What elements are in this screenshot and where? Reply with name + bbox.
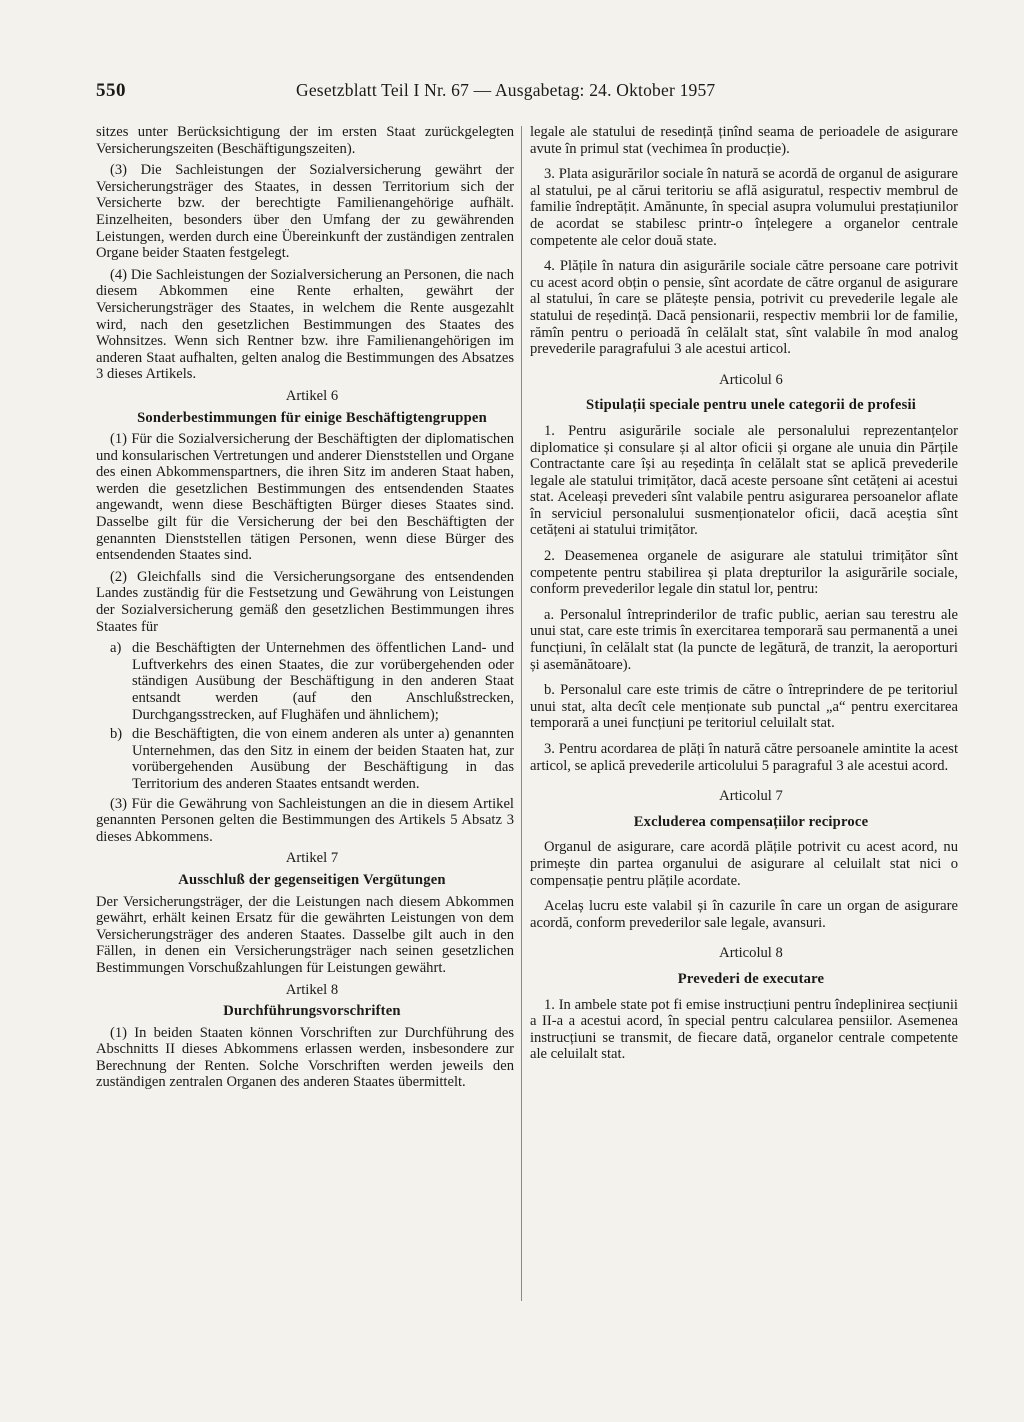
list-item <box>96 726 514 792</box>
article-heading: Excluderea compensațiilor reciproce <box>633 813 869 830</box>
german-column <box>96 124 514 1096</box>
paragraph: 1. In ambele state pot fi emise instrucțiuni pentru îndeplinirea secțiunii a II-a a acestui acord, în special pentru calcularea pensiilor. Asemenea instrucțiuni se transmit, de fiecare dată, organelor centrale competente ale celuilalt stat. <box>530 996 958 1063</box>
article-number: Articolul 7 <box>719 788 783 805</box>
article-heading: Stipulații speciale pentru unele categorii de profesii <box>586 397 916 414</box>
romanian-column <box>530 124 958 1072</box>
list-text: die Beschäftigten der Unternehmen des öffentlichen Land- und Luftverkehrs des einen Staates, die zur vorübergehenden oder ständigen Ausübung der Beschäftigung in den anderen Staat entsandt werden (auf den Anschlußstrecken, Durchgangsstrecken, auf Flughäfen und ähnlichem); <box>132 640 514 723</box>
paragraph: 1. Pentru asigurările sociale ale personalului reprezentanțelor diplomatice și consulare și al altor oficii și organe ale unuia din Părțile Contractante care își au reședința în celălalt stat se aplică prevederile legale ale statului trimițător, dacă aceste persoane sînt cetățeni ai acestui stat. Aceleași prevederi sînt valabile pentru asigurarea persoanelor aflate în serviciul personalului susmenționatelor oficii, dacă aceștia sînt cetățeni ai statului trimițător. <box>530 422 958 539</box>
article-number: Articolul 8 <box>719 945 783 962</box>
paragraph: legale ale statului de resedință ținînd seama de perioadele de asigurare avute în primul stat (vechimea în producție). <box>530 124 958 157</box>
paragraph: 4. Plățile în natura din asigurările sociale către persoane care potrivit cu acest acord obțin o pensie, sînt acordate de către organul de asigurare al statului, în care se plătește pensia, potrivit cu prevederile legale ale statului de reședință. Dacă pensionarii, respectiv membrii lor de familie, rămîn pentru o perioadă în celălalt stat, sînt valabile în mod analog prevederile paragrafului 3 ale acestui articol. <box>530 258 958 358</box>
paragraph: 3. Pentru acordarea de plăți în natură către persoanele amintite la acest articol, se aplică prevederile articolului 5 paragraful 3 ale acestui acord. <box>530 741 958 774</box>
paragraph: (2) Gleichfalls sind die Versicherungsorgane des entsendenden Landes zuständig für die Festsetzung und Gewährung von Leistungen der Sozialversicherung gemäß den gesetzlichen Bestimmungen ihres Staates für <box>96 568 514 635</box>
paragraph: (3) Für die Gewährung von Sachleistungen an die in diesem Artikel genannten Personen gelten die Bestimmungen des Artikels 5 Absatz 3 dieses Abkommens. <box>96 795 514 845</box>
article-number: Artikel 6 <box>285 387 339 404</box>
paragraph: Der Versicherungsträger, der die Leistungen nach diesem Abkommen gewährt, erhält keinen Ersatz für die gewährten Leistungen von dem Versicherungsträger des anderen Staates. Dasselbe gilt auch in den Fällen, in denen ein Versicherungsträger nach seinen gesetzlichen Bestimmungen Vorschußzahlungen für Leistungen gewährt. <box>96 893 514 976</box>
column-divider <box>521 126 522 1301</box>
list-label: a) <box>110 640 122 657</box>
article-heading: Durchführungsvorschriften <box>223 1003 401 1020</box>
list-item <box>96 640 514 723</box>
article-heading: Prevederi de executare <box>677 970 825 987</box>
article-heading: Ausschluß der gegenseitigen Vergütungen <box>178 871 446 888</box>
paragraph: a. Personalul întreprinderilor de trafic public, aerian sau terestru ale unui stat, care este trimis în exercitarea temporară sau permanentă a unei funcțiuni, în celălalt stat (la puncte de legătură, de tranzit, la aeroporturi și asemănătoare). <box>530 606 958 673</box>
paragraph: (1) Für die Sozialversicherung der Beschäftigten der diplomatischen und konsularischen Vertretungen und anderer Dienststellen und Organe des einen Abkommenspartners, die ihren Sitz im anderen Staat haben, werden die gesetzlichen Bestimmungen des entsendenden Staates angewandt, wenn diese Beschäftigten Bürger dieses Staates sind. Dasselbe gilt für die Versicherung der bei den Beschäftigten der genannten Dienststellen tätigen Personen, wenn diese Bürger des entsendenden Staates sind. <box>96 431 514 564</box>
page-header <box>96 80 756 106</box>
list-text: die Beschäftigten, die von einem anderen als unter a) genannten Unternehmen, das den Sitz in einem der beiden Staaten hat, zur vorübergehenden Ausübung der Beschäftigung in das Territorium des anderen Staates entsandt werden. <box>132 726 514 792</box>
paragraph: (3) Die Sachleistungen der Sozialversicherung gewährt der Versicherungsträger des Staates, in dessen Territorium sich der Versicherte bzw. der berechtigte Familienangehörige aufhält. Einzelheiten, besonders über den Umfang der zu gewährenden Leistungen, werden durch eine Übereinkunft der zuständigen zentralen Organe beider Staaten festgelegt. <box>96 162 514 262</box>
paragraph: Organul de asigurare, care acordă plățile potrivit cu acest acord, nu primește din partea organului de asigurare al celuilalt stat nici o compensație pentru plățile acordate. <box>530 839 958 889</box>
paragraph: Acelaș lucru este valabil și în cazurile în care un organ de asigurare acordă, conform prevederilor sale legale, avansuri. <box>530 898 958 931</box>
page-number: 550 <box>96 80 126 101</box>
paragraph: (1) In beiden Staaten können Vorschriften zur Durchführung des Abschnitts II dieses Abkommens erlassen werden, insbesondere zur Berechnung der Renten. Solche Vorschriften werden jeweils den zuständigen zentralen Organen des anderen Staates übermittelt. <box>96 1024 514 1091</box>
paragraph: 2. Deasemenea organele de asigurare ale statului trimițător sînt competente pentru stabilirea și plata drepturilor la asigurările sociale, conform prevederilor legale din statul lor, pentru: <box>530 548 958 598</box>
article-number: Articolul 6 <box>719 371 783 388</box>
article-number: Artikel 8 <box>285 981 339 998</box>
running-title: Gesetzblatt Teil I Nr. 67 — Ausgabetag: 24. Oktober 1957 <box>296 80 716 100</box>
paragraph: 3. Plata asigurărilor sociale în natură se acordă de organul de asigurare al statului, pe al cărui teritoriu se află asiguratul, respectiv membrul de familie îndreptățit. Amănunte, în special asupra volumului prestațiunilor de acordat se stabilesc printr-o înțelegere a organelor centrale competente ale celor două state. <box>530 166 958 249</box>
paragraph: b. Personalul care este trimis de către o întreprindere de pe teritoriul unui stat, alta decît cele menționate sub punctal „a“ pentru exercitarea temporară a unei funcțiuni pe teritoriul celuilalt stat. <box>530 682 958 732</box>
article-number: Artikel 7 <box>285 850 339 867</box>
list-label: b) <box>110 726 123 743</box>
article-heading: Sonderbestimmungen für einige Beschäftigtengruppen <box>137 409 487 426</box>
paragraph: (4) Die Sachleistungen der Sozialversicherung an Personen, die nach diesem Abkommen eine Rente erhalten, gewährt der Versicherungsträger des Staates, in welchem die Rente ausgezahlt wird, nach den gesetzlichen Bestimmungen des Staates des Wohnsitzes. Wenn sich Rentner bzw. ihre Familienangehörigen im anderen Staat aufhalten, gelten analog die Bestimmungen des Absatzes 3 dieses Artikels. <box>96 266 514 383</box>
paragraph: sitzes unter Berücksichtigung der im ersten Staat zurückgelegten Versicherungszeiten (Beschäftigungszeiten). <box>96 124 514 157</box>
